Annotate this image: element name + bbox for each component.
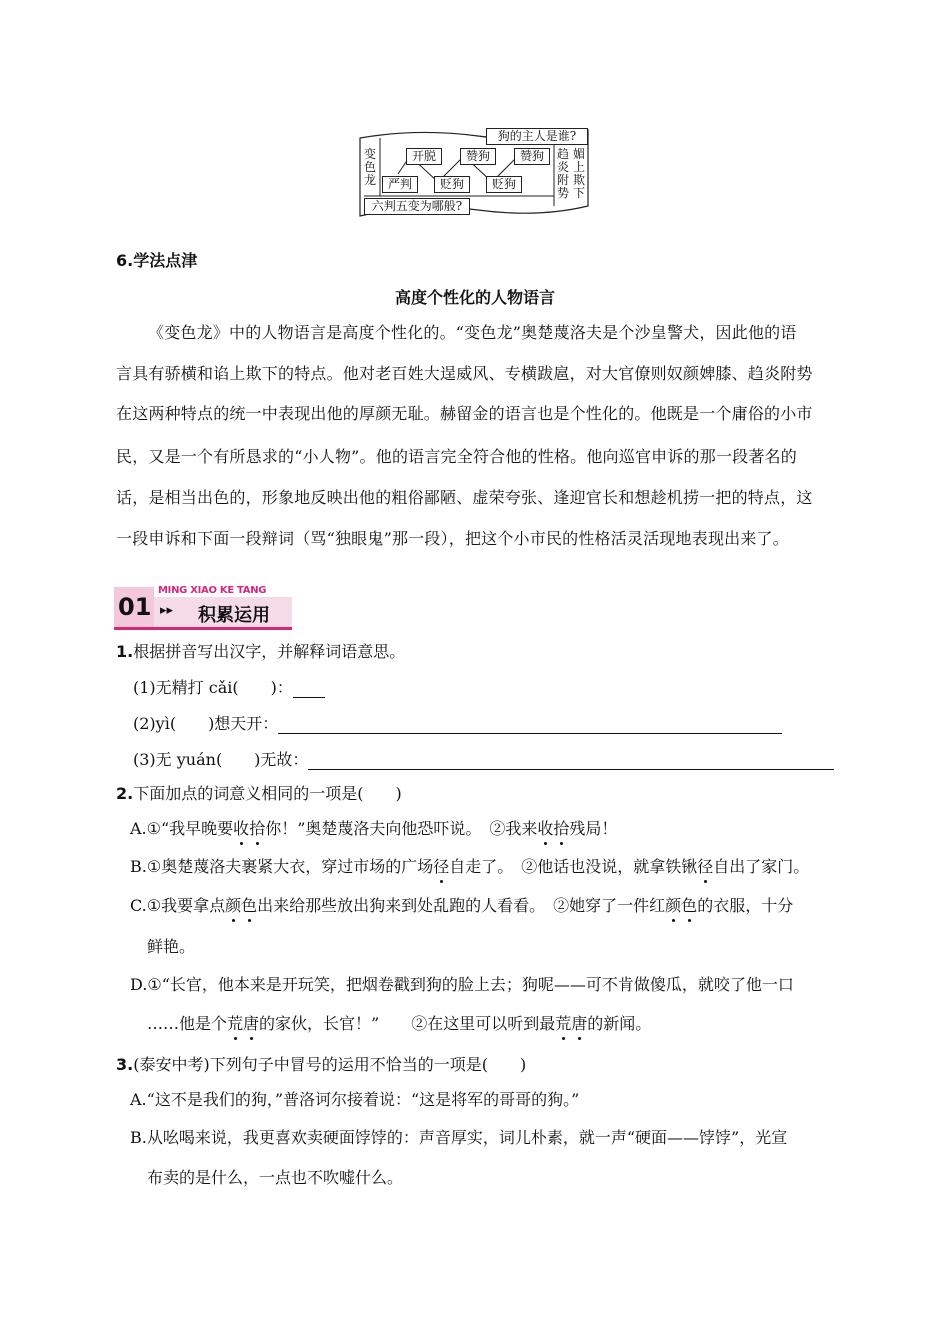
question-1-item-1-text: (1)无精打 cǎi( )： <box>133 678 293 697</box>
para-line-6: 一段申诉和下面一段辩词（骂“独眼鬼”那一段），把这个小市民的性格活灵活现地表现出来了。 <box>116 529 789 548</box>
para-line-3: 在这两种特点的统一中表现出他的厚颜无耻。赫留金的语言也是个性化的。他既是一个庸俗的小市 <box>116 404 813 423</box>
option-2b: B.①奥楚蔑洛夫裹紧大衣，穿过市场的广场径自走了。 ②他话也没说，就拿铁锹径自出了家门。 <box>130 857 810 876</box>
banner-title-box <box>154 597 292 630</box>
right-vertical-label-b: 媚 上 欺 下 <box>572 147 585 200</box>
question-1-item-2 <box>133 714 782 734</box>
answer-line-2[interactable] <box>278 717 782 734</box>
right-vertical-label-a: 趋 炎 附 势 <box>556 147 569 200</box>
answer-line-3[interactable] <box>308 753 834 770</box>
option-3b-line-1: B.从吆喝来说，我更喜欢卖硬面饽饽的：声音厚实，词儿朴素，就一声“硬面——饽饽”，光宣 <box>130 1128 788 1147</box>
para-line-1: 《变色龙》中的人物语言是高度个性化的。“变色龙”奥楚蔑洛夫是个沙皇警犬，因此他的语 <box>148 323 797 342</box>
question-2-text: 下面加点的词意义相同的一项是( ) <box>133 784 402 803</box>
banner-number: 01 <box>118 593 152 621</box>
banner-pinyin: MING XIAO KE TANG <box>158 585 267 596</box>
question-1-item-2-text: (2)yì( )想天开： <box>133 714 279 733</box>
bottom-box-2: 贬狗 <box>434 176 470 193</box>
question-1-item-1 <box>133 678 325 698</box>
option-2d-line-1: D.①“长官，他本来是开玩笑，把烟卷戳到狗的脸上去；狗呢——可不肯做傻瓜，就咬了他一口 <box>130 975 794 994</box>
question-3-text: (泰安中考)下列句子中冒号的运用不恰当的一项是( ) <box>133 1055 527 1074</box>
left-vertical-label: 变 色 龙 <box>363 147 376 187</box>
question-1-stem <box>116 642 405 662</box>
answer-line-1[interactable] <box>293 681 325 698</box>
bottom-box-1: 严判 <box>382 176 418 193</box>
question-1-text: 根据拼音写出汉字，并解释词语意思。 <box>133 642 406 661</box>
owner-question-box: 狗的主人是谁? <box>486 128 588 145</box>
option-2c-line-1: C.①我要拿点颜色出来给那些放出狗来到处乱跑的人看看。 ②她穿了一件红颜色的衣服，十分 <box>130 896 794 915</box>
option-3a: A.“这不是我们的狗，”普洛诃尔接着说：“这是将军的哥哥的狗。” <box>130 1090 580 1109</box>
bottom-question-box: 六判五变为哪般? <box>364 198 470 215</box>
question-3-number: 3. <box>116 1055 134 1074</box>
para-line-2: 言具有骄横和谄上欺下的特点。他对老百姓大逞威风、专横跋扈，对大官僚则奴颜婢膝、趋炎附势 <box>116 364 813 383</box>
option-2d-line-2: ……他是个荒唐的家伙，长官！” ②在这里可以听到最荒唐的新闻。 <box>147 1014 652 1033</box>
option-2a: A.①“我早晚要收拾你！”奥楚蔑洛夫向他恐吓说。 ②我来收拾残局！ <box>130 819 618 838</box>
story-diagram <box>358 126 590 218</box>
option-3b-line-2: 布卖的是什么，一点也不吹嘘什么。 <box>147 1168 404 1187</box>
section-subtitle: 高度个性化的人物语言 <box>394 288 555 307</box>
banner-number-box <box>114 587 154 630</box>
section-heading: 6.学法点津 <box>116 251 198 270</box>
question-1-number: 1. <box>116 642 134 661</box>
bottom-box-3: 贬狗 <box>486 176 522 193</box>
double-arrow-icon: ▸▸ <box>160 603 174 618</box>
top-box-2: 赞狗 <box>460 148 496 165</box>
question-1-item-3-text: (3)无 yuán( )无故： <box>133 750 309 769</box>
banner-title: 积累运用 <box>198 605 270 626</box>
question-3-stem <box>116 1055 526 1075</box>
para-line-4: 民，又是一个有所恳求的“小人物”。他的语言完全符合他的性格。他向巡官申诉的那一段著名的 <box>116 447 797 466</box>
option-2c-line-2: 鲜艳。 <box>147 937 196 956</box>
section-banner <box>114 585 292 631</box>
top-box-1: 开脱 <box>406 148 442 165</box>
question-2-number: 2. <box>116 784 134 803</box>
question-1-item-3 <box>133 750 834 770</box>
para-line-5: 话，是相当出色的，形象地反映出他的粗俗鄙陋、虚荣夸张、逢迎官长和想趁机捞一把的特点，这 <box>116 488 813 507</box>
top-box-3: 赞狗 <box>514 148 550 165</box>
question-2-stem <box>116 784 402 804</box>
